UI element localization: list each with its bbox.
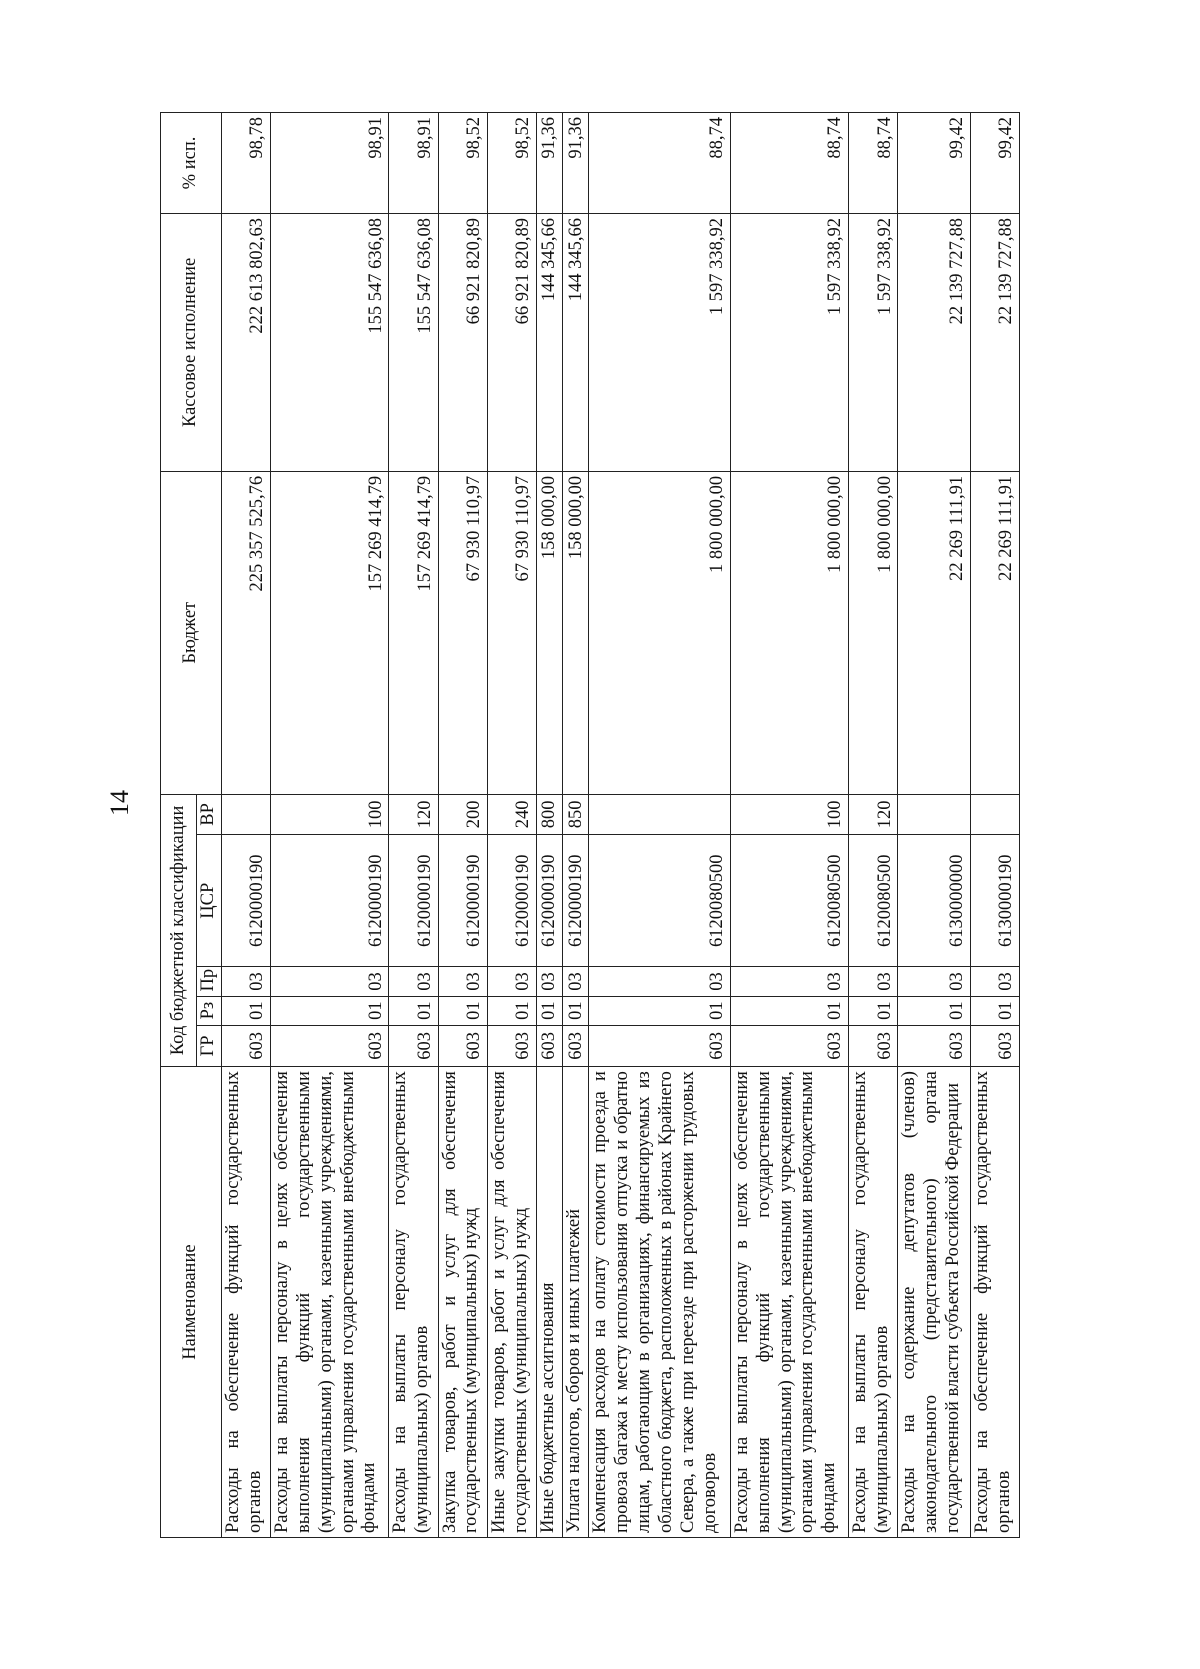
row-rz: 01 bbox=[589, 996, 730, 1025]
rotated-table-container bbox=[160, 112, 1020, 1538]
row-vr: 200 bbox=[438, 794, 487, 834]
row-csr: 6130000000 bbox=[898, 835, 970, 967]
row-cash: 22 139 727,88 bbox=[970, 213, 1019, 471]
row-budget: 1 800 000,00 bbox=[849, 471, 898, 794]
table-row bbox=[563, 113, 589, 1538]
row-name: Расходы на выплаты персоналу в целях обеспечения выполнения функций государственными (муниципальными) органами, казенными учреждениями, органами управления государственными внебюджетными фондами bbox=[271, 1067, 389, 1538]
row-gr: 603 bbox=[487, 1025, 536, 1066]
row-name: Расходы на выплаты персоналу в целях обеспечения выполнения функций государственными (муниципальными) органами, казенными учреждениями, органами управления государственными внебюджетными фондами bbox=[730, 1067, 848, 1538]
row-pct: 88,74 bbox=[730, 113, 848, 214]
row-name: Уплата налогов, сборов и иных платежей bbox=[563, 1067, 589, 1538]
budget-table bbox=[160, 112, 1020, 1538]
row-budget: 157 269 414,79 bbox=[271, 471, 389, 794]
row-gr: 603 bbox=[849, 1025, 898, 1066]
row-rz: 01 bbox=[730, 996, 848, 1025]
row-cash: 66 921 820,89 bbox=[487, 213, 536, 471]
header-gr: ГР bbox=[197, 1025, 222, 1066]
row-pr: 03 bbox=[271, 967, 389, 996]
row-cash: 66 921 820,89 bbox=[438, 213, 487, 471]
row-pr: 03 bbox=[898, 967, 970, 996]
row-gr: 603 bbox=[970, 1025, 1019, 1066]
row-rz: 01 bbox=[970, 996, 1019, 1025]
header-code-group: Код бюджетной классификации bbox=[161, 794, 197, 1066]
row-cash: 1 597 338,92 bbox=[730, 213, 848, 471]
row-gr: 603 bbox=[730, 1025, 848, 1066]
row-rz: 01 bbox=[898, 996, 970, 1025]
row-vr: 100 bbox=[730, 794, 848, 834]
row-pr: 03 bbox=[730, 967, 848, 996]
row-budget: 22 269 111,91 bbox=[970, 471, 1019, 794]
table-row bbox=[898, 113, 970, 1538]
row-cash: 155 547 636,08 bbox=[389, 213, 438, 471]
row-gr: 603 bbox=[389, 1025, 438, 1066]
row-pct: 88,74 bbox=[589, 113, 730, 214]
row-budget: 158 000,00 bbox=[563, 471, 589, 794]
row-csr: 6120080500 bbox=[589, 835, 730, 967]
row-rz: 01 bbox=[221, 996, 270, 1025]
row-rz: 01 bbox=[438, 996, 487, 1025]
row-budget: 67 930 110,97 bbox=[487, 471, 536, 794]
row-csr: 6120000190 bbox=[389, 835, 438, 967]
row-pct: 99,42 bbox=[898, 113, 970, 214]
row-rz: 01 bbox=[271, 996, 389, 1025]
row-cash: 1 597 338,92 bbox=[589, 213, 730, 471]
table-row bbox=[271, 113, 389, 1538]
row-csr: 6120000190 bbox=[563, 835, 589, 967]
row-pct: 98,91 bbox=[271, 113, 389, 214]
row-budget: 22 269 111,91 bbox=[898, 471, 970, 794]
table-row bbox=[487, 113, 536, 1538]
row-csr: 6120000190 bbox=[221, 835, 270, 967]
row-csr: 6120080500 bbox=[849, 835, 898, 967]
row-gr: 603 bbox=[898, 1025, 970, 1066]
row-name: Расходы на обеспечение функций государственных органов bbox=[970, 1067, 1019, 1538]
row-vr: 800 bbox=[537, 794, 563, 834]
row-csr: 6120000190 bbox=[537, 835, 563, 967]
row-pr: 03 bbox=[970, 967, 1019, 996]
row-rz: 01 bbox=[849, 996, 898, 1025]
row-rz: 01 bbox=[487, 996, 536, 1025]
row-pr: 03 bbox=[563, 967, 589, 996]
row-pct: 88,74 bbox=[849, 113, 898, 214]
row-pct: 99,42 bbox=[970, 113, 1019, 214]
row-cash: 144 345,66 bbox=[537, 213, 563, 471]
row-cash: 1 597 338,92 bbox=[849, 213, 898, 471]
row-cash: 22 139 727,88 bbox=[898, 213, 970, 471]
row-pr: 03 bbox=[849, 967, 898, 996]
row-name: Расходы на выплаты персоналу государственных (муниципальных) органов bbox=[849, 1067, 898, 1538]
row-pr: 03 bbox=[389, 967, 438, 996]
row-vr bbox=[898, 794, 970, 834]
row-budget: 1 800 000,00 bbox=[730, 471, 848, 794]
row-vr: 850 bbox=[563, 794, 589, 834]
row-vr bbox=[589, 794, 730, 834]
row-budget: 158 000,00 bbox=[537, 471, 563, 794]
row-name: Расходы на содержание депутатов (членов) законодательного (представительного) органа государственной власти субъекта Российской Федерации bbox=[898, 1067, 970, 1538]
row-vr: 120 bbox=[849, 794, 898, 834]
row-vr bbox=[221, 794, 270, 834]
header-name: Наименование bbox=[161, 1067, 222, 1538]
row-pr: 03 bbox=[537, 967, 563, 996]
table-row bbox=[537, 113, 563, 1538]
row-gr: 603 bbox=[589, 1025, 730, 1066]
row-vr: 100 bbox=[271, 794, 389, 834]
row-pct: 91,36 bbox=[537, 113, 563, 214]
row-csr: 6120080500 bbox=[730, 835, 848, 967]
table-body bbox=[221, 113, 1019, 1538]
row-vr bbox=[970, 794, 1019, 834]
row-vr: 240 bbox=[487, 794, 536, 834]
header-budget: Бюджет bbox=[161, 471, 222, 794]
row-name: Иные закупки товаров, работ и услуг для обеспечения государственных (муниципальных) нужд bbox=[487, 1067, 536, 1538]
row-pct: 98,52 bbox=[438, 113, 487, 214]
page-number: 14 bbox=[105, 790, 134, 816]
row-budget: 157 269 414,79 bbox=[389, 471, 438, 794]
table-row bbox=[849, 113, 898, 1538]
row-name: Иные бюджетные ассигнования bbox=[537, 1067, 563, 1538]
row-cash: 155 547 636,08 bbox=[271, 213, 389, 471]
row-budget: 1 800 000,00 bbox=[589, 471, 730, 794]
header-pr: Пр bbox=[197, 967, 222, 996]
row-pct: 98,52 bbox=[487, 113, 536, 214]
row-name: Расходы на выплаты персоналу государственных (муниципальных) органов bbox=[389, 1067, 438, 1538]
header-rz: Рз bbox=[197, 996, 222, 1025]
row-budget: 225 357 525,76 bbox=[221, 471, 270, 794]
header-csr: ЦСР bbox=[197, 835, 222, 967]
row-pct: 91,36 bbox=[563, 113, 589, 214]
row-name: Компенсация расходов на оплату стоимости проезда и провоза багажа к месту использования отпуска и обратно лицам, работающим в организациях, финансируемых из областного бюджета, расположенных в районах Крайнего Севера, а также при переезде при расторжении трудовых договоров bbox=[589, 1067, 730, 1538]
header-pct: % исп. bbox=[161, 113, 222, 214]
row-csr: 6120000190 bbox=[487, 835, 536, 967]
row-cash: 144 345,66 bbox=[563, 213, 589, 471]
row-gr: 603 bbox=[537, 1025, 563, 1066]
row-pct: 98,78 bbox=[221, 113, 270, 214]
row-gr: 603 bbox=[563, 1025, 589, 1066]
header-vr: ВР bbox=[197, 794, 222, 834]
row-gr: 603 bbox=[221, 1025, 270, 1066]
row-gr: 603 bbox=[271, 1025, 389, 1066]
row-rz: 01 bbox=[563, 996, 589, 1025]
row-pr: 03 bbox=[589, 967, 730, 996]
row-vr: 120 bbox=[389, 794, 438, 834]
row-pr: 03 bbox=[438, 967, 487, 996]
row-name: Закупка товаров, работ и услуг для обеспечения государственных (муниципальных) нужд bbox=[438, 1067, 487, 1538]
table-row bbox=[438, 113, 487, 1538]
row-pr: 03 bbox=[487, 967, 536, 996]
row-rz: 01 bbox=[389, 996, 438, 1025]
row-budget: 67 930 110,97 bbox=[438, 471, 487, 794]
row-name: Расходы на обеспечение функций государственных органов bbox=[221, 1067, 270, 1538]
row-rz: 01 bbox=[537, 996, 563, 1025]
row-pct: 98,91 bbox=[389, 113, 438, 214]
row-csr: 6120000190 bbox=[271, 835, 389, 967]
row-gr: 603 bbox=[438, 1025, 487, 1066]
table-row bbox=[389, 113, 438, 1538]
row-pr: 03 bbox=[221, 967, 270, 996]
table-row bbox=[589, 113, 730, 1538]
row-cash: 222 613 802,63 bbox=[221, 213, 270, 471]
row-csr: 6130000190 bbox=[970, 835, 1019, 967]
table-row bbox=[970, 113, 1019, 1538]
table-row bbox=[730, 113, 848, 1538]
row-csr: 6120000190 bbox=[438, 835, 487, 967]
table-row bbox=[221, 113, 270, 1538]
header-cash: Кассовое исполнение bbox=[161, 213, 222, 471]
